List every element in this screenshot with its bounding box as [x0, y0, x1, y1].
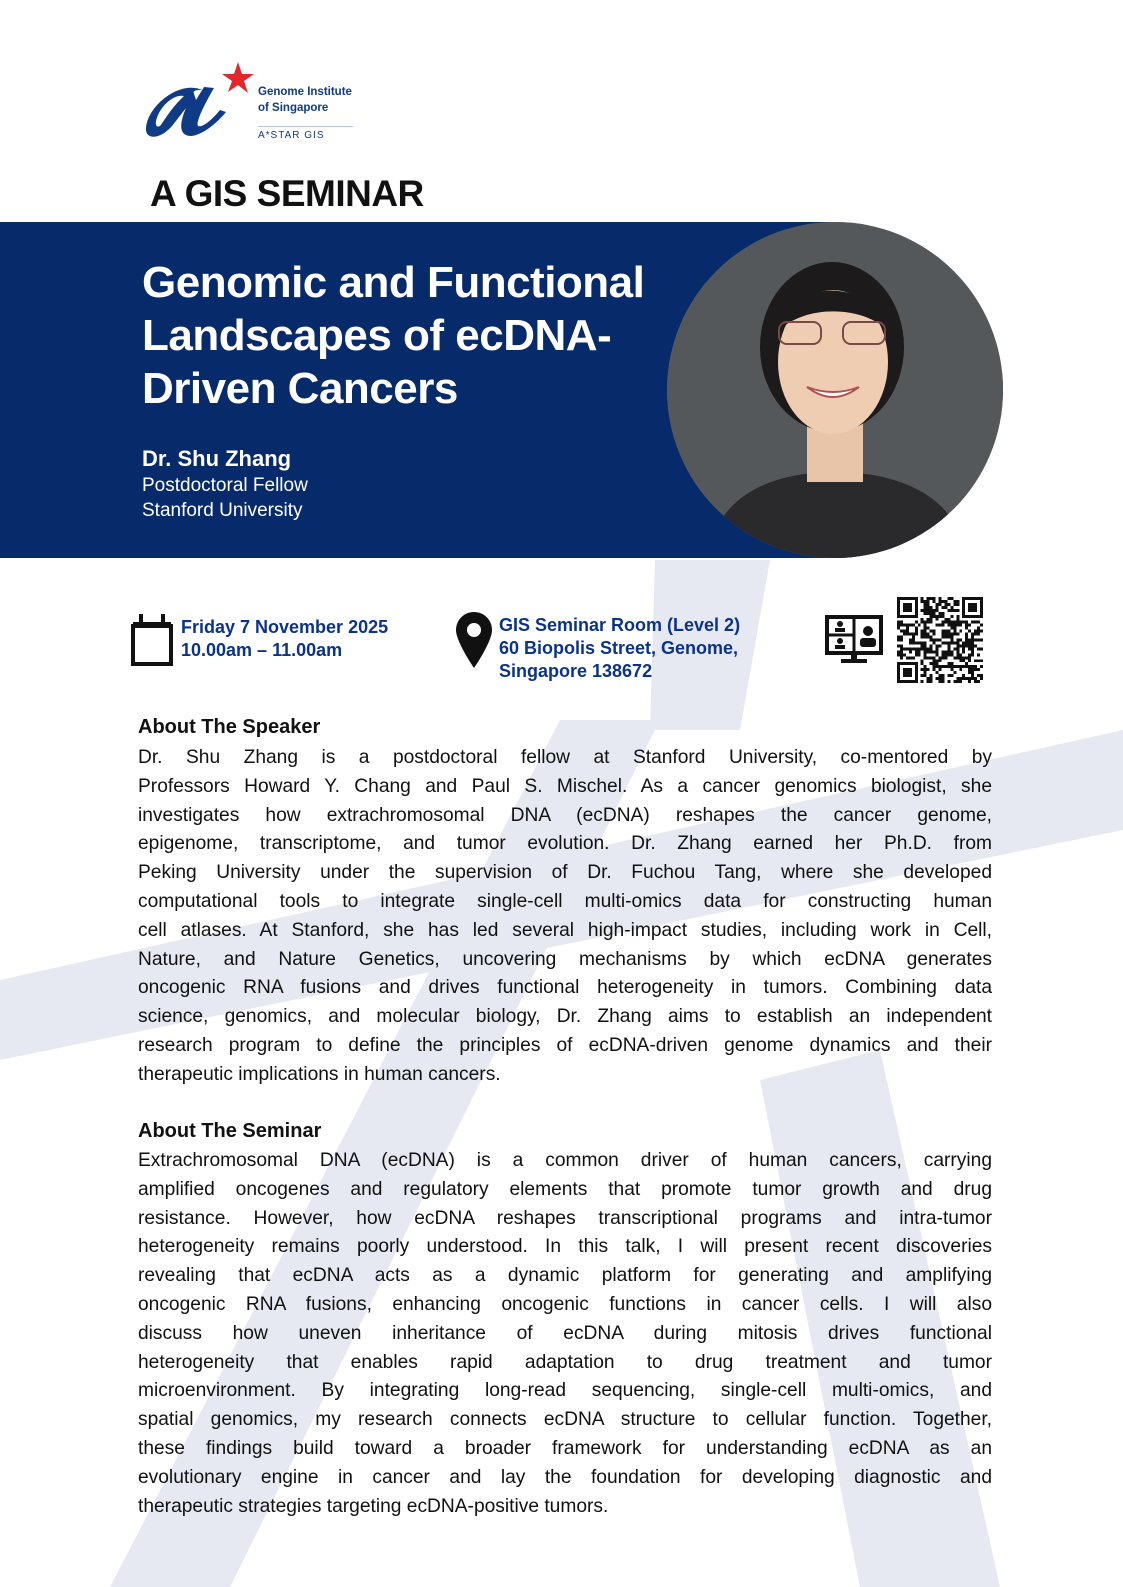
- paragraph-line: heterogeneity that enables rapid adaptation to drug treatment and tumor: [138, 1351, 992, 1373]
- speaker-affiliation: Stanford University: [142, 500, 303, 521]
- paragraph-line: Peking University under the supervision of Dr. Fuchou Tang, where she developed: [138, 862, 992, 884]
- online-meeting-icon: [825, 615, 883, 670]
- venue-line: Singapore 138672: [499, 661, 653, 681]
- paragraph-line: investigates how extrachromosomal DNA (ecDNA) reshapes the cancer genome,: [138, 804, 992, 826]
- org-subtitle: A*STAR GIS: [258, 126, 353, 141]
- event-date: Friday 7 November 2025: [181, 617, 389, 637]
- paragraph-line: therapeutic implications in human cancers.: [138, 1063, 501, 1085]
- calendar-icon: [131, 614, 173, 671]
- event-venue: [499, 614, 740, 683]
- paragraph-line: oncogenic RNA fusions, enhancing oncogenic functions in cancer cells. I will also: [138, 1293, 992, 1315]
- seminar-kicker: A GIS SEMINAR: [150, 173, 424, 214]
- paragraph-line: microenvironment. By integrating long-read sequencing, single-cell multi-omics, and: [138, 1380, 992, 1402]
- event-datetime: [181, 616, 388, 662]
- paragraph-line: Professors Howard Y. Chang and Paul S. Mischel. As a cancer genomics biologist, she: [138, 775, 992, 797]
- gis-logo: [140, 60, 365, 145]
- speaker-name: Dr. Shu Zhang: [142, 446, 292, 471]
- paragraph-line: Dr. Shu Zhang is a postdoctoral fellow at Stanford University, co-mentored by: [138, 747, 992, 768]
- venue-line: 60 Biopolis Street, Genome,: [499, 638, 739, 658]
- paragraph-line: science, genomics, and molecular biology, Dr. Zhang aims to establish an independent: [138, 1006, 992, 1028]
- seminar-title: Genomic and Functional Landscapes of ecDNA-Driven Cancers: [142, 258, 645, 413]
- paragraph-line: these findings build toward a broader framework for understanding ecDNA as an: [138, 1437, 992, 1459]
- org-name-line2: of Singapore: [258, 102, 329, 114]
- speaker-photo: [667, 222, 1003, 558]
- paragraph-line: epigenome, transcriptome, and tumor evolution. Dr. Zhang earned her Ph.D. from: [138, 833, 992, 855]
- paragraph-line: discuss how uneven inheritance of ecDNA during mitosis drives functional: [138, 1322, 992, 1344]
- paragraph-line: oncogenic RNA fusions and drives functional heterogeneity in tumors. Combining data: [138, 977, 992, 999]
- about-seminar-heading: About The Seminar: [138, 1120, 322, 1142]
- astar-logo-icon: [140, 60, 255, 145]
- paragraph-line: Extrachromosomal DNA (ecDNA) is a common driver of human cancers, carrying: [138, 1150, 992, 1171]
- paragraph-line: amplified oncogenes and regulatory elements that promote tumor growth and drug: [138, 1178, 992, 1200]
- qr-code[interactable]: [897, 597, 983, 688]
- paragraph-line: heterogeneity remains poorly understood. In this talk, I will present recent discoveries: [138, 1236, 992, 1258]
- location-pin-icon: [456, 612, 492, 673]
- paragraph-line: spatial genomics, my research connects ecDNA structure to cellular function. Together,: [138, 1409, 992, 1431]
- event-time: 10.00am – 11.00am: [181, 640, 343, 660]
- about-speaker-text: [138, 744, 992, 1090]
- speaker-position: Postdoctoral Fellow: [142, 475, 308, 496]
- paragraph-line: Nature, and Nature Genetics, uncovering mechanisms by which ecDNA generates: [138, 948, 992, 970]
- about-speaker-heading: About The Speaker: [138, 716, 321, 738]
- paragraph-line: revealing that ecDNA acts as a dynamic platform for generating and amplifying: [138, 1265, 992, 1287]
- paragraph-line: computational tools to integrate single-cell multi-omics data for constructing human: [138, 890, 992, 912]
- about-seminar-text: [138, 1147, 992, 1521]
- venue-line: GIS Seminar Room (Level 2): [499, 615, 741, 635]
- paragraph-line: evolutionary engine in cancer and lay the foundation for developing diagnostic and: [138, 1466, 992, 1488]
- org-name-line1: Genome Institute: [258, 86, 352, 98]
- paragraph-line: resistance. However, how ecDNA reshapes transcriptional programs and intra-tumor: [138, 1207, 992, 1229]
- paragraph-line: cell atlases. At Stanford, she has led several high-impact studies, including work in Cell,: [138, 919, 992, 941]
- paragraph-line: therapeutic strategies targeting ecDNA-positive tumors.: [138, 1495, 609, 1517]
- paragraph-line: research program to define the principles of ecDNA-driven genome dynamics and their: [138, 1034, 992, 1056]
